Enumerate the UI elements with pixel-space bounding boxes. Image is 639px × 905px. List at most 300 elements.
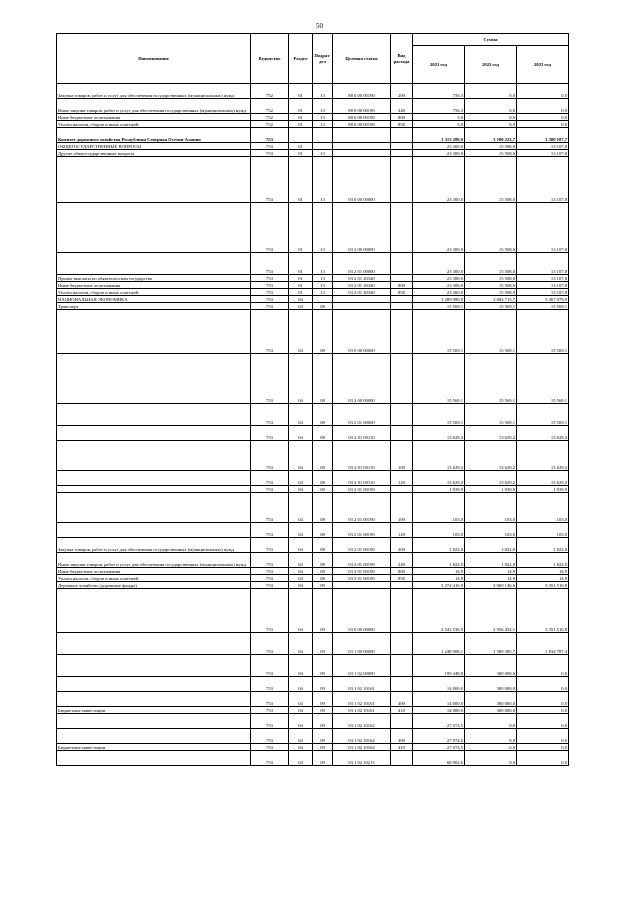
row-2021: 13 629,2 xyxy=(413,426,465,441)
row-section: 01 xyxy=(289,282,313,289)
row-target: 03 1 02 10161 xyxy=(333,677,391,692)
row-2021: 1 939,9 xyxy=(413,486,465,493)
row-target: 03 1 02 00000 xyxy=(333,655,391,677)
row-2023: 0,0 xyxy=(517,714,569,729)
row-subsection: 09 xyxy=(313,655,333,677)
row-2022: 15 569,1 xyxy=(465,354,517,404)
table-row xyxy=(57,114,569,121)
row-target: 88 6 00 00190 xyxy=(333,114,391,121)
row-expense-type xyxy=(391,589,413,633)
row-dept: 753 xyxy=(251,296,289,303)
row-2021: 14,9 xyxy=(413,575,465,582)
row-subsection: 13 xyxy=(313,203,333,253)
row-2022: 0,0 xyxy=(465,121,517,128)
row-2022: 300 000,0 xyxy=(465,707,517,714)
row-2023: 13 629,2 xyxy=(517,426,569,441)
row-subsection: 08 xyxy=(313,568,333,575)
row-name: Иные бюджетные ассигнования xyxy=(57,114,251,121)
row-section: 04 xyxy=(289,677,313,692)
row-expense-type: 850 xyxy=(391,121,413,128)
row-subsection: 08 xyxy=(313,553,333,568)
row-expense-type: 400 xyxy=(391,729,413,744)
row-2021: 13 629,2 xyxy=(413,441,465,471)
table-row xyxy=(57,486,569,493)
row-target: 03 1 02 10215 xyxy=(333,751,391,766)
row-section: 04 xyxy=(289,471,313,486)
table-row xyxy=(57,744,569,751)
row-section xyxy=(289,128,313,143)
row-2021: 13 629,2 xyxy=(413,471,465,486)
row-target: 03 1 00 00000 xyxy=(333,633,391,655)
row-2021: 23 300,0 xyxy=(413,143,465,150)
row-name xyxy=(57,471,251,486)
row-2021: 27 074,5 xyxy=(413,714,465,729)
row-subsection: 08 xyxy=(313,441,333,471)
row-name xyxy=(57,677,251,692)
table-row xyxy=(57,296,569,303)
row-expense-type: 850 xyxy=(391,575,413,582)
row-2022: 1 939,9 xyxy=(465,486,517,493)
row-expense-type xyxy=(391,253,413,275)
row-dept: 753 xyxy=(251,523,289,538)
row-dept: 753 xyxy=(251,471,289,486)
row-section: 04 xyxy=(289,404,313,426)
row-name: Дорожное хозяйство (дорожные фонды) xyxy=(57,582,251,589)
row-2022: 0,0 xyxy=(465,729,517,744)
row-subsection: 08 xyxy=(313,538,333,553)
row-section: 01 xyxy=(289,150,313,157)
row-2022: 0,0 xyxy=(465,714,517,729)
row-target: 03 1 02 10162 xyxy=(333,744,391,751)
table-row xyxy=(57,677,569,692)
table-row xyxy=(57,84,569,99)
row-expense-type: 800 xyxy=(391,568,413,575)
row-section: 04 xyxy=(289,354,313,404)
row-expense-type: 100 xyxy=(391,493,413,523)
row-subsection xyxy=(313,128,333,143)
row-2023: 13 107,8 xyxy=(517,253,569,275)
table-row xyxy=(57,404,569,426)
row-dept: 753 xyxy=(251,751,289,766)
row-2022: 15 569,1 xyxy=(465,404,517,426)
row-subsection: 09 xyxy=(313,744,333,751)
row-2023: 0,0 xyxy=(517,99,569,114)
row-target xyxy=(333,296,391,303)
row-2021: 14,9 xyxy=(413,568,465,575)
row-2021: 756,3 xyxy=(413,99,465,114)
table-row xyxy=(57,275,569,282)
row-2022: 0,0 xyxy=(465,84,517,99)
row-2021: 5,0 xyxy=(413,114,465,121)
row-dept: 753 xyxy=(251,253,289,275)
row-section: 01 xyxy=(289,275,313,282)
row-name: ОБЩЕГОСУДАРСТВЕННЫЕ ВОПРОСЫ xyxy=(57,143,251,150)
row-subsection: 09 xyxy=(313,729,333,744)
row-2023: 15 569,1 xyxy=(517,354,569,404)
row-2021: 27 074,5 xyxy=(413,744,465,751)
row-subsection: 08 xyxy=(313,471,333,486)
row-section: 01 xyxy=(289,157,313,203)
row-subsection: 08 xyxy=(313,354,333,404)
row-subsection: 09 xyxy=(313,589,333,633)
row-name: Уплата налогов, сборов и иных платежей xyxy=(57,121,251,128)
row-subsection: 13 xyxy=(313,289,333,296)
row-section: 01 xyxy=(289,143,313,150)
row-section: 04 xyxy=(289,523,313,538)
header-subsection: Подраз-дел xyxy=(313,34,333,84)
row-name: Комитет дорожного хозяйства Республики Северная Осетия-Алания xyxy=(57,128,251,143)
row-2022: 15 508,0 xyxy=(465,253,517,275)
table-row xyxy=(57,589,569,633)
row-expense-type: 800 xyxy=(391,282,413,289)
row-section: 01 xyxy=(289,253,313,275)
row-expense-type: 240 xyxy=(391,553,413,568)
row-section: 01 xyxy=(289,121,313,128)
row-section: 04 xyxy=(289,744,313,751)
row-name xyxy=(57,493,251,523)
row-name xyxy=(57,523,251,538)
row-expense-type xyxy=(391,203,413,253)
row-expense-type: 850 xyxy=(391,289,413,296)
row-dept: 752 xyxy=(251,84,289,99)
row-section: 01 xyxy=(289,99,313,114)
row-expense-type xyxy=(391,310,413,354)
row-target: 03 1 02 10162 xyxy=(333,729,391,744)
row-expense-type xyxy=(391,677,413,692)
row-2023: 15 569,1 xyxy=(517,404,569,426)
row-2021: 23 300,0 xyxy=(413,203,465,253)
table-row xyxy=(57,303,569,310)
row-name: Другие общегосударственные вопросы xyxy=(57,150,251,157)
table-row xyxy=(57,441,569,471)
row-name xyxy=(57,751,251,766)
row-name xyxy=(57,441,251,471)
row-2022: 15 508,0 xyxy=(465,150,517,157)
row-2023: 13 107,8 xyxy=(517,203,569,253)
row-section: 04 xyxy=(289,553,313,568)
row-subsection: 13 xyxy=(313,157,333,203)
row-expense-type: 200 xyxy=(391,84,413,99)
row-dept: 752 xyxy=(251,99,289,114)
row-name: Бюджетные инвестиции xyxy=(57,707,251,714)
row-2021: 23 300,0 xyxy=(413,282,465,289)
row-target xyxy=(333,303,391,310)
table-body xyxy=(57,84,569,766)
row-dept: 753 xyxy=(251,707,289,714)
row-name: Иные бюджетные ассигнования xyxy=(57,282,251,289)
row-section: 01 xyxy=(289,289,313,296)
row-target: 03 1 02 10161 xyxy=(333,692,391,707)
row-target: 03 2 00 00000 xyxy=(333,354,391,404)
row-subsection: 13 xyxy=(313,253,333,275)
table-row xyxy=(57,203,569,253)
row-section: 01 xyxy=(289,84,313,99)
row-name xyxy=(57,486,251,493)
row-expense-type xyxy=(391,404,413,426)
row-2023: 0,0 xyxy=(517,677,569,692)
row-subsection: 09 xyxy=(313,633,333,655)
table-row xyxy=(57,493,569,523)
row-section: 01 xyxy=(289,203,313,253)
row-dept: 753 xyxy=(251,441,289,471)
row-subsection: 08 xyxy=(313,404,333,426)
row-name xyxy=(57,426,251,441)
row-subsection: 08 xyxy=(313,575,333,582)
row-2022: 1 589 385,7 xyxy=(465,633,517,655)
row-name xyxy=(57,692,251,707)
row-subsection: 13 xyxy=(313,282,333,289)
row-section: 04 xyxy=(289,296,313,303)
row-expense-type xyxy=(391,655,413,677)
row-dept: 753 xyxy=(251,486,289,493)
row-expense-type xyxy=(391,157,413,203)
row-2022: 0,0 xyxy=(465,751,517,766)
row-dept: 753 xyxy=(251,303,289,310)
row-dept: 753 xyxy=(251,282,289,289)
row-name xyxy=(57,310,251,354)
row-name xyxy=(57,157,251,203)
row-2022: 103,0 xyxy=(465,493,517,523)
table-row xyxy=(57,692,569,707)
row-dept: 753 xyxy=(251,589,289,633)
row-expense-type xyxy=(391,751,413,766)
row-2023: 103,0 xyxy=(517,493,569,523)
row-target: 03 0 00 00000 xyxy=(333,310,391,354)
row-name: Транспорт xyxy=(57,303,251,310)
row-2021: 23 300,0 xyxy=(413,289,465,296)
header-section: Раздел xyxy=(289,34,313,84)
row-2021: 14 000,0 xyxy=(413,707,465,714)
table-row xyxy=(57,523,569,538)
row-expense-type xyxy=(391,714,413,729)
table-row xyxy=(57,310,569,354)
header-year-2022: 2022 год xyxy=(465,46,517,84)
row-name xyxy=(57,729,251,744)
row-name: Иные закупки товаров, работ и услуг для обеспечения государственных (муниципальных) нужд xyxy=(57,99,251,114)
row-subsection: 13 xyxy=(313,275,333,282)
row-target: 03 2 01 00190 xyxy=(333,575,391,582)
row-2021: 68 902,6 xyxy=(413,751,465,766)
row-expense-type: 410 xyxy=(391,744,413,751)
row-target: 03 2 01 00190 xyxy=(333,523,391,538)
row-target: 03 2 01 00000 xyxy=(333,404,391,426)
row-dept: 753 xyxy=(251,275,289,282)
row-2021: 23 300,0 xyxy=(413,157,465,203)
row-section: 04 xyxy=(289,575,313,582)
row-dept: 753 xyxy=(251,354,289,404)
row-2023: 0,0 xyxy=(517,729,569,744)
row-subsection: 13 xyxy=(313,121,333,128)
row-section: 04 xyxy=(289,303,313,310)
table-row xyxy=(57,354,569,404)
row-target: 03 2 01 00110 xyxy=(333,426,391,441)
row-dept: 753 xyxy=(251,582,289,589)
row-2021: 27 074,5 xyxy=(413,729,465,744)
header-target: Целевая статья xyxy=(333,34,391,84)
row-2023: 3 380 187,7 xyxy=(517,128,569,143)
row-name xyxy=(57,253,251,275)
table-row xyxy=(57,471,569,486)
row-section: 04 xyxy=(289,486,313,493)
table-row xyxy=(57,426,569,441)
row-dept: 753 xyxy=(251,404,289,426)
row-expense-type: 100 xyxy=(391,441,413,471)
row-expense-type xyxy=(391,486,413,493)
row-section: 04 xyxy=(289,692,313,707)
row-dept: 753 xyxy=(251,655,289,677)
row-2022: 300 000,0 xyxy=(465,655,517,677)
row-2023: 0,0 xyxy=(517,751,569,766)
row-2023: 1 822,0 xyxy=(517,538,569,553)
row-name xyxy=(57,354,251,404)
table-row xyxy=(57,575,569,582)
header-year-2021: 2021 год xyxy=(413,46,465,84)
row-2023: 0,0 xyxy=(517,744,569,751)
row-dept: 753 xyxy=(251,157,289,203)
row-section: 01 xyxy=(289,114,313,121)
row-expense-type: 120 xyxy=(391,471,413,486)
row-target: 03 2 01 00190 xyxy=(333,553,391,568)
row-target xyxy=(333,128,391,143)
row-expense-type: 410 xyxy=(391,707,413,714)
row-name: Иные бюджетные ассигнования xyxy=(57,568,251,575)
row-2021: 1 822,0 xyxy=(413,553,465,568)
table-row xyxy=(57,253,569,275)
row-2021: 23 300,0 xyxy=(413,150,465,157)
row-2023: 0,0 xyxy=(517,655,569,677)
row-dept: 753 xyxy=(251,714,289,729)
row-2023: 13 107,8 xyxy=(517,282,569,289)
row-name: Бюджетные инвестиции xyxy=(57,744,251,751)
row-2021: 1 248 908,1 xyxy=(413,633,465,655)
row-subsection: 13 xyxy=(313,114,333,121)
row-2022: 15 508,0 xyxy=(465,157,517,203)
table-row xyxy=(57,751,569,766)
row-expense-type xyxy=(391,303,413,310)
row-dept: 753 xyxy=(251,633,289,655)
row-2023: 1 822,0 xyxy=(517,553,569,568)
row-target: 03 2 01 20340 xyxy=(333,289,391,296)
row-subsection: 09 xyxy=(313,692,333,707)
row-dept: 753 xyxy=(251,203,289,253)
table-row xyxy=(57,714,569,729)
row-section: 04 xyxy=(289,538,313,553)
row-subsection: 13 xyxy=(313,84,333,99)
row-expense-type xyxy=(391,275,413,282)
row-name xyxy=(57,633,251,655)
row-2023: 13 107,8 xyxy=(517,150,569,157)
row-dept: 753 xyxy=(251,289,289,296)
row-name xyxy=(57,589,251,633)
row-2022: 13 629,2 xyxy=(465,426,517,441)
row-section: 04 xyxy=(289,310,313,354)
row-dept: 753 xyxy=(251,426,289,441)
row-2022: 15 569,1 xyxy=(465,310,517,354)
row-2022: 15 508,0 xyxy=(465,203,517,253)
row-2021: 2 542 530,9 xyxy=(413,589,465,633)
row-expense-type: 120 xyxy=(391,523,413,538)
row-target: 03 2 01 00190 xyxy=(333,493,391,523)
row-dept: 753 xyxy=(251,677,289,692)
row-subsection xyxy=(313,296,333,303)
row-dept: 753 xyxy=(251,538,289,553)
row-2021: 3 313 280,0 xyxy=(413,128,465,143)
row-2023: 103,0 xyxy=(517,523,569,538)
row-section: 04 xyxy=(289,751,313,766)
page-number: 50 xyxy=(316,22,323,30)
row-section: 04 xyxy=(289,582,313,589)
table-row xyxy=(57,143,569,150)
row-section: 04 xyxy=(289,714,313,729)
row-subsection: 08 xyxy=(313,303,333,310)
row-2022: 15 508,0 xyxy=(465,143,517,150)
row-2023: 13 629,2 xyxy=(517,441,569,471)
row-2023: 13 107,8 xyxy=(517,157,569,203)
row-dept: 753 xyxy=(251,692,289,707)
table-row xyxy=(57,282,569,289)
row-target: 03 2 01 00190 xyxy=(333,538,391,553)
header-dept: Ведомство xyxy=(251,34,289,84)
row-dept: 753 xyxy=(251,575,289,582)
row-2023: 3 351 510,8 xyxy=(517,582,569,589)
row-name: Закупка товаров, работ и услуг для обеспечения государственных (муниципальных) нужд xyxy=(57,538,251,553)
row-expense-type xyxy=(391,354,413,404)
row-2021: 15 569,1 xyxy=(413,404,465,426)
row-target: 88 6 00 00190 xyxy=(333,84,391,99)
header-sum: Сумма xyxy=(413,34,569,46)
row-subsection: 13 xyxy=(313,99,333,114)
row-2021: 15 569,1 xyxy=(413,354,465,404)
table-row xyxy=(57,729,569,744)
row-subsection: 08 xyxy=(313,486,333,493)
table-row xyxy=(57,655,569,677)
row-subsection: 08 xyxy=(313,426,333,441)
row-2022: 15 569,1 xyxy=(465,303,517,310)
row-2023: 1 939,9 xyxy=(517,486,569,493)
row-dept: 753 xyxy=(251,493,289,523)
table-header xyxy=(57,34,569,84)
row-dept: 752 xyxy=(251,114,289,121)
row-name: НАЦИОНАЛЬНАЯ ЭКОНОМИКА xyxy=(57,296,251,303)
row-subsection xyxy=(313,143,333,150)
row-dept: 753 xyxy=(251,310,289,354)
row-2021: 23 300,0 xyxy=(413,253,465,275)
row-section: 04 xyxy=(289,589,313,633)
row-2021: 15 569,1 xyxy=(413,310,465,354)
row-target: 03 2 01 00110 xyxy=(333,471,391,486)
row-2022: 14,9 xyxy=(465,575,517,582)
row-2022: 0,0 xyxy=(465,114,517,121)
row-section: 04 xyxy=(289,493,313,523)
row-2022: 0,0 xyxy=(465,744,517,751)
row-2023: 13 629,2 xyxy=(517,471,569,486)
row-2022: 2 956 454,1 xyxy=(465,589,517,633)
row-dept: 753 xyxy=(251,150,289,157)
table-row xyxy=(57,128,569,143)
row-subsection: 08 xyxy=(313,310,333,354)
row-2022: 3 084 715,7 xyxy=(465,296,517,303)
row-name: Уплата налогов, сборов и иных платежей xyxy=(57,575,251,582)
row-dept: 752 xyxy=(251,121,289,128)
row-2021: 15 569,1 xyxy=(413,303,465,310)
table-row xyxy=(57,289,569,296)
header-year-2023: 2023 год xyxy=(517,46,569,84)
table-row xyxy=(57,99,569,114)
row-2021: 3 274 410,9 xyxy=(413,582,465,589)
table-row xyxy=(57,633,569,655)
table-row xyxy=(57,553,569,568)
row-dept: 753 xyxy=(251,744,289,751)
